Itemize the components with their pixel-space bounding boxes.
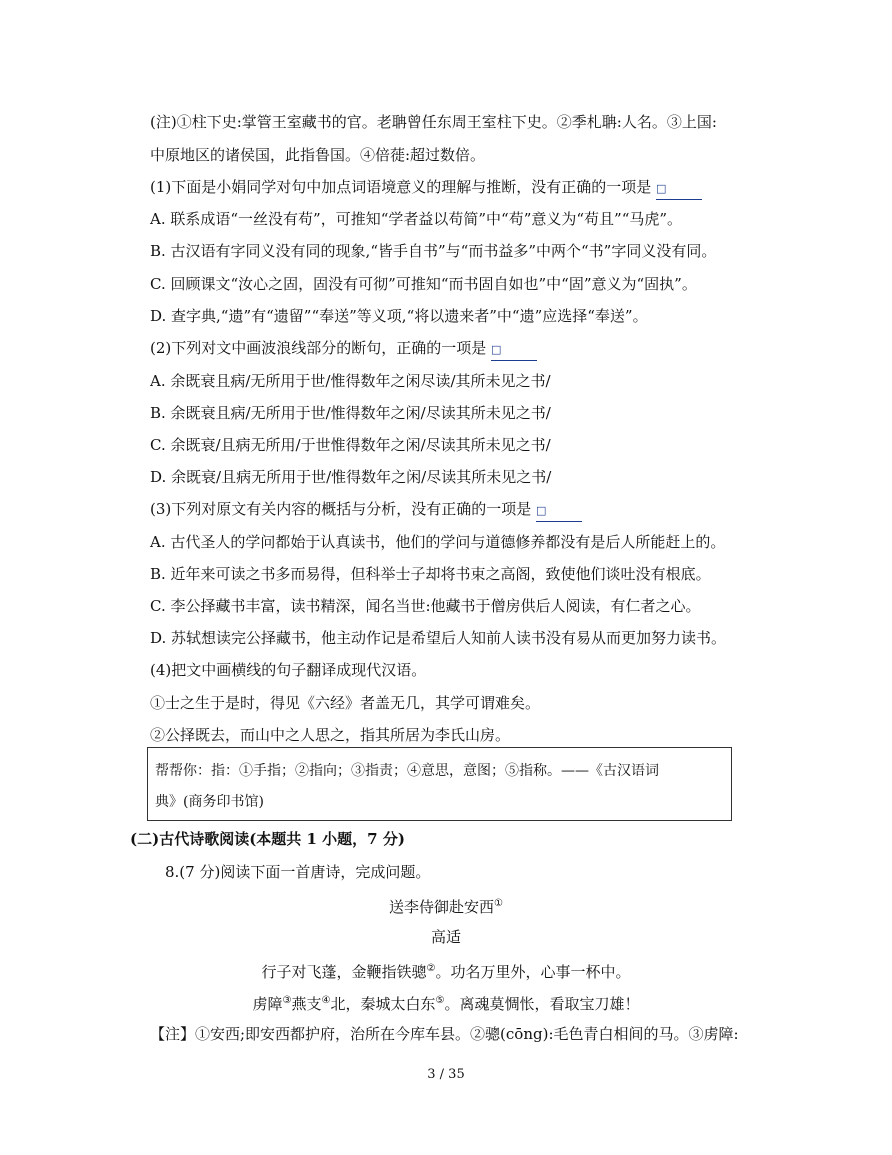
q1-option-a: A. 联系成语“一丝没有苟”，可推知“学者益以苟简”中“苟”意义为“苟且”“马虎”。 bbox=[150, 210, 683, 228]
poem-notes: 【注】①安西;即安西都护府，治所在今库车县。②骢(cōng):毛色青白相间的马。③虏障: bbox=[150, 1025, 739, 1043]
poem-line-1b: 。功名万里外，心事一杯中。 bbox=[435, 963, 631, 981]
poem-line-2b: 燕支 bbox=[291, 995, 322, 1013]
question-2-stem bbox=[150, 338, 537, 361]
answer-blank-1[interactable]: □ bbox=[656, 179, 702, 200]
help-box bbox=[147, 747, 732, 821]
poem-note-5: ⑤ bbox=[435, 995, 445, 1006]
q3-option-c: C. 李公择藏书丰富，读书精深，闻名当世:他藏书于僧房供后人阅读，有仁者之心。 bbox=[150, 597, 701, 615]
poem-line-1 bbox=[0, 959, 892, 982]
question-2-text: (2)下列对文中画波浪线部分的断句，正确的一项是 bbox=[150, 339, 487, 357]
section-2-title: (二)古代诗歌阅读(本题共 1 小题，7 分) bbox=[130, 830, 405, 848]
poem-line-2a: 虏障 bbox=[252, 995, 283, 1013]
q3-option-b: B. 近年来可读之书多而易得，但科举士子却将书束之高阁，致使他们谈吐没有根底。 bbox=[150, 565, 711, 583]
question-1-stem bbox=[150, 177, 702, 200]
q1-option-c: C. 回顾课文“汝心之固，固没有可彻”可推知“而书固自如也”中“固”意义为“固执”。 bbox=[150, 275, 697, 293]
q3-option-d: D. 苏轼想读完公择藏书，他主动作记是希望后人知前人读书没有易从而更加努力读书。 bbox=[150, 629, 727, 647]
question-1-text: (1)下面是小娟同学对句中加点词语境意义的理解与推断，没有正确的一项是 bbox=[150, 178, 652, 196]
poem-title-text: 送李侍御赴安西 bbox=[389, 898, 495, 916]
q3-option-a: A. 古代圣人的学问都始于认真读书，他们的学问与道德修养都没有是后人所能赶上的。 bbox=[150, 533, 726, 551]
poem-note-4: ④ bbox=[321, 995, 331, 1006]
help-line-1: 帮帮你：指：①手指；②指向；③指责；④意思，意图；⑤指称。——《古汉语词 bbox=[155, 763, 659, 779]
poem-line-2d: 。离魂莫惆怅，看取宝刀雄！ bbox=[444, 995, 640, 1013]
poem-title-note: ① bbox=[494, 898, 503, 909]
question-3-text: (3)下列对原文有关内容的概括与分析，没有正确的一项是 bbox=[150, 500, 532, 518]
poem-note-2: ② bbox=[426, 963, 436, 974]
question-4-stem: (4)把文中画横线的句子翻译成现代汉语。 bbox=[150, 661, 427, 679]
poem-line-2 bbox=[0, 991, 892, 1014]
help-line-2: 典》(商务印书馆) bbox=[155, 794, 264, 810]
page-number: 3 / 35 bbox=[427, 1067, 465, 1082]
q2-option-c: C. 余既衰/且病无所用/于世惟得数年之闲/尽读其所未见之书/ bbox=[150, 436, 551, 454]
question-8-stem: 8.(7 分)阅读下面一首唐诗，完成问题。 bbox=[165, 863, 431, 881]
poem-line-2c: 北，秦城太白东 bbox=[330, 995, 436, 1013]
q4-sentence-1: ①士之生于是时，得见《六经》者盖无几，其学可谓难矣。 bbox=[150, 694, 541, 712]
q2-option-d: D. 余既衰/且病无所用于世/惟得数年之闲/尽读其所未见之书/ bbox=[150, 468, 552, 486]
q2-option-b: B. 余既衰且病/无所用于世/惟得数年之闲/尽读其所未见之书/ bbox=[150, 404, 551, 422]
q4-sentence-2: ②公择既去，而山中之人思之，指其所居为李氏山房。 bbox=[150, 726, 511, 744]
q2-option-a: A. 余既衰且病/无所用于世/惟得数年之闲尽读/其所未见之书/ bbox=[150, 372, 551, 390]
poem-note-3: ③ bbox=[282, 995, 292, 1006]
poem-title bbox=[0, 894, 892, 917]
q1-option-b: B. 古汉语有字同义没有同的现象,“皆手自书”与“而书益多”中两个“书”字同义没有同。 bbox=[150, 242, 717, 260]
poem-line-1a: 行子对飞蓬，金鞭指铁骢 bbox=[261, 963, 427, 981]
question-3-stem bbox=[150, 499, 582, 522]
note-line-2: 中原地区的诸侯国，此指鲁国。④倍蓰:超过数倍。 bbox=[150, 146, 486, 164]
q1-option-d: D. 查字典,“遗”有“遗留”“奉送”等义项,“将以遗来者”中“遗”应选择“奉送”。 bbox=[150, 307, 648, 325]
poem-author: 高适 bbox=[430, 928, 461, 946]
answer-blank-3[interactable]: □ bbox=[536, 501, 582, 522]
answer-blank-2[interactable]: □ bbox=[491, 340, 537, 361]
note-line-1: (注)①柱下史:掌管王室藏书的官。老聃曾任东周王室柱下史。②季札聃:人名。③上国: bbox=[150, 113, 717, 131]
